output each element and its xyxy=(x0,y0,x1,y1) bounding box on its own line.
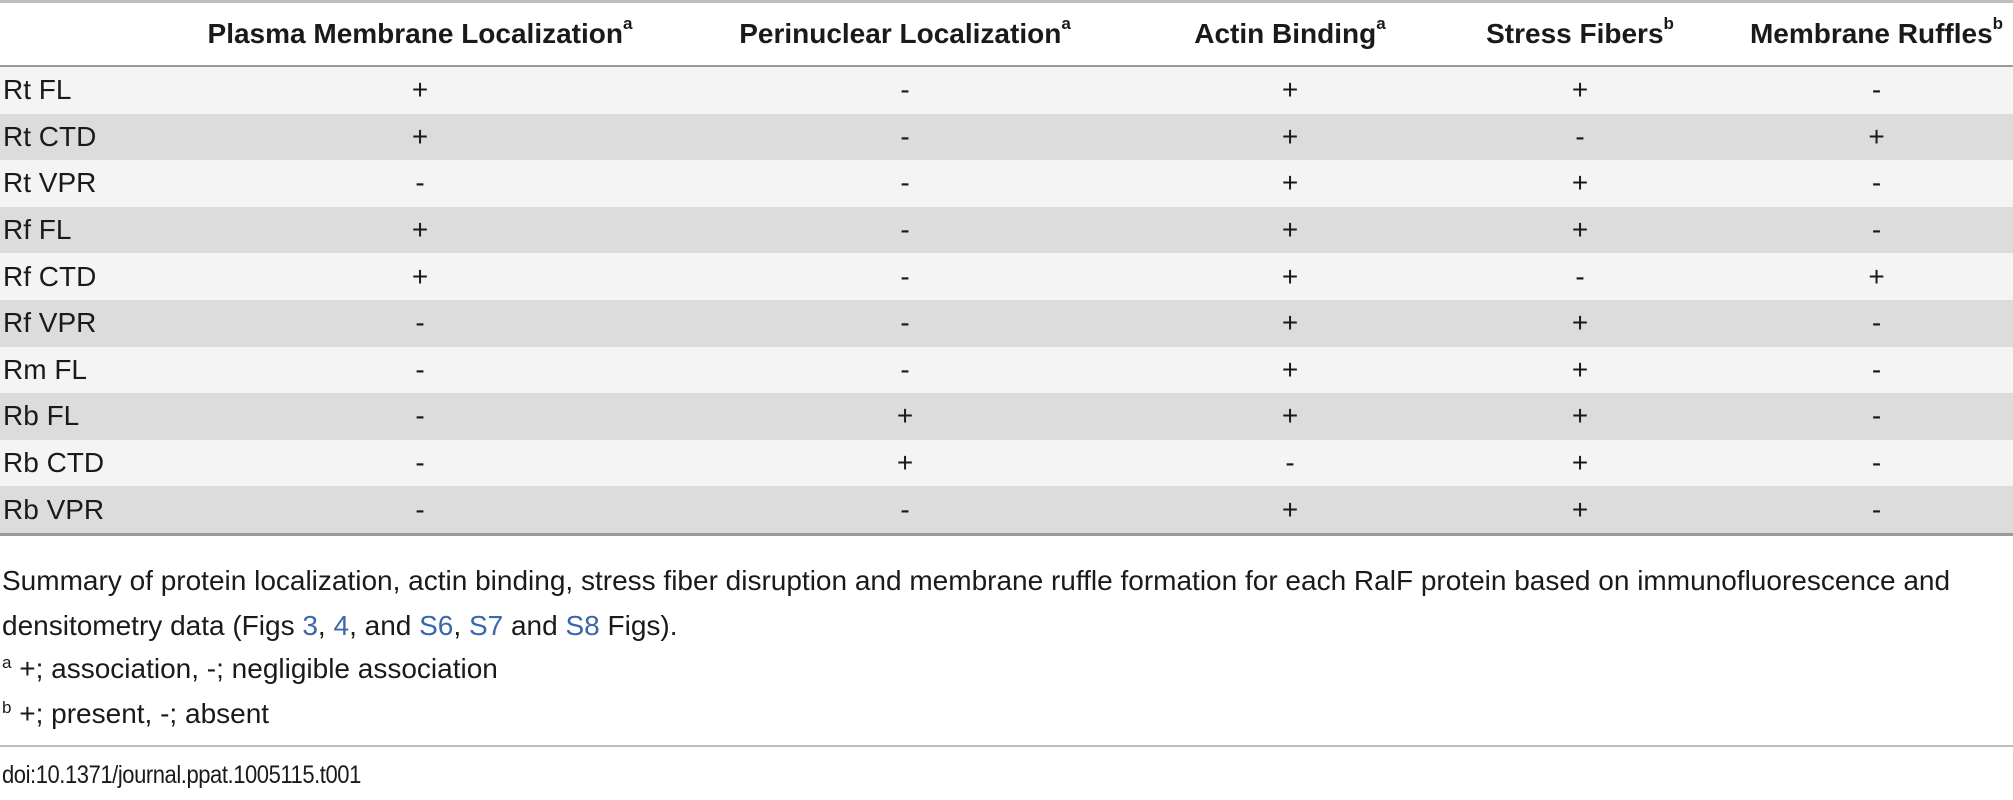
table-row xyxy=(0,253,2013,300)
row-label: Rf FL xyxy=(3,214,72,246)
table-cell: - xyxy=(900,307,910,339)
column-header-footnote-marker: b xyxy=(1663,14,1674,33)
table-cell: + xyxy=(1571,493,1589,525)
table-cell: + xyxy=(1281,493,1299,525)
table-cell: + xyxy=(1571,167,1589,199)
row-label: Rf VPR xyxy=(3,307,97,339)
table-cell: - xyxy=(1871,353,1882,385)
footnote-a-text: +; association, -; negligible association xyxy=(11,653,498,684)
caption-text: Figs). xyxy=(599,610,678,641)
table-cell: - xyxy=(900,167,910,199)
table-cell: - xyxy=(900,74,910,106)
table-cell: - xyxy=(415,167,425,199)
caption-separator: , and xyxy=(349,610,420,641)
table-bottom-rule xyxy=(0,533,2013,536)
figS7-link[interactable]: S7 xyxy=(468,610,504,641)
table-cell: - xyxy=(900,120,910,152)
footnote-b xyxy=(2,697,269,731)
table-cell: - xyxy=(900,353,910,385)
table-cell: - xyxy=(1871,307,1882,339)
column-header xyxy=(190,3,650,66)
table-cell: + xyxy=(1281,120,1299,152)
column-header-label: Actin Binding xyxy=(1194,18,1377,49)
caption-separator: and xyxy=(503,610,566,641)
footnote-b-marker: b xyxy=(2,698,12,717)
figS8-link[interactable]: S8 xyxy=(565,610,600,641)
table-cell: - xyxy=(415,353,425,385)
doi-link[interactable]: doi:10.1371/journal.ppat.1005115.t001 xyxy=(2,761,361,789)
table-cell: + xyxy=(1281,214,1299,246)
table-row xyxy=(0,160,2013,207)
table-cell: + xyxy=(1571,353,1589,385)
fig4-link[interactable]: 4 xyxy=(333,610,350,641)
caption-separator: , xyxy=(453,610,469,641)
column-header xyxy=(1740,3,2013,66)
column-header-footnote-marker: a xyxy=(1376,14,1386,33)
localization-table xyxy=(0,3,2013,533)
column-header xyxy=(1420,3,1740,66)
table-cell: + xyxy=(1868,120,1885,152)
row-label: Rm FL xyxy=(3,353,87,385)
table-cell: + xyxy=(1281,353,1299,385)
table-cell: + xyxy=(1868,260,1885,292)
column-header-footnote-marker: b xyxy=(1992,14,2004,33)
table-cell: - xyxy=(1575,260,1585,292)
table-cell: + xyxy=(1571,214,1589,246)
table-header xyxy=(0,3,2013,66)
table-row xyxy=(0,347,2013,394)
table-row xyxy=(0,66,2013,114)
table-cell: - xyxy=(415,447,425,479)
table-cell: - xyxy=(900,493,910,525)
table-cell: - xyxy=(415,307,425,339)
column-header xyxy=(1160,3,1420,66)
table-row xyxy=(0,207,2013,254)
table-row xyxy=(0,486,2013,533)
row-label: Rt VPR xyxy=(3,167,97,199)
table-cell: - xyxy=(1871,447,1882,479)
table-cell: + xyxy=(411,260,429,292)
table-cell: + xyxy=(1281,307,1299,339)
table-cell: - xyxy=(1871,167,1882,199)
row-label: Rb CTD xyxy=(3,447,105,479)
footnote-a-marker: a xyxy=(2,653,12,672)
table-cell: - xyxy=(1871,214,1882,246)
fig3-link[interactable]: 3 xyxy=(302,610,318,641)
column-header-footnote-marker: a xyxy=(1061,14,1071,33)
table-cell: - xyxy=(1871,74,1882,106)
table-cell: + xyxy=(1281,167,1299,199)
row-label: Rb VPR xyxy=(3,493,105,525)
column-header-label: Plasma Membrane Localization xyxy=(207,18,623,49)
table-cell: - xyxy=(1871,400,1882,432)
column-header-footnote-marker: a xyxy=(623,14,633,33)
doi-divider xyxy=(0,745,2013,747)
table-cell: + xyxy=(1281,74,1299,106)
table-cell: + xyxy=(411,74,429,106)
caption-separator: , xyxy=(317,610,334,641)
column-header-label: Membrane Ruffles xyxy=(1749,18,1993,49)
table-cell: + xyxy=(1571,74,1589,106)
header-row xyxy=(0,3,2013,66)
table-body xyxy=(0,66,2013,533)
table-cell: + xyxy=(1571,447,1589,479)
caption-text: Summary of protein localization, actin binding, stress fiber disruption and membrane ruffle formation for each RalF protein based on immunofluorescence and densitometry data (Figs xyxy=(2,565,1951,641)
table-row xyxy=(0,300,2013,347)
table-caption xyxy=(2,558,2002,648)
table-cell: + xyxy=(896,447,914,479)
table-cell: - xyxy=(1575,120,1585,152)
table-cell: + xyxy=(1571,400,1589,432)
table-row xyxy=(0,114,2013,161)
column-header xyxy=(650,3,1160,66)
table-cell: + xyxy=(1571,307,1589,339)
figS6-link[interactable]: S6 xyxy=(419,610,454,641)
table-cell: + xyxy=(1281,400,1299,432)
row-label: Rf CTD xyxy=(3,260,97,292)
row-label: Rb FL xyxy=(3,400,80,432)
row-label: Rt FL xyxy=(3,74,72,106)
table-cell: - xyxy=(415,493,425,525)
column-header-label: Stress Fibers xyxy=(1486,18,1664,49)
table-cell: - xyxy=(900,260,910,292)
table-row xyxy=(0,440,2013,487)
footnote-b-text: +; present, -; absent xyxy=(11,698,270,729)
table-cell: + xyxy=(1281,260,1299,292)
row-label: Rt CTD xyxy=(3,120,97,152)
column-header-label: Perinuclear Localization xyxy=(739,18,1062,49)
table-cell: - xyxy=(415,400,425,432)
table-cell: - xyxy=(1285,447,1295,479)
table-row xyxy=(0,393,2013,440)
table-cell: + xyxy=(896,400,914,432)
header-cell-empty xyxy=(0,3,190,66)
footnote-a xyxy=(2,652,498,686)
table-cell: - xyxy=(1871,493,1882,525)
table-cell: - xyxy=(900,214,910,246)
table-cell: + xyxy=(411,214,429,246)
table-cell: + xyxy=(411,120,429,152)
